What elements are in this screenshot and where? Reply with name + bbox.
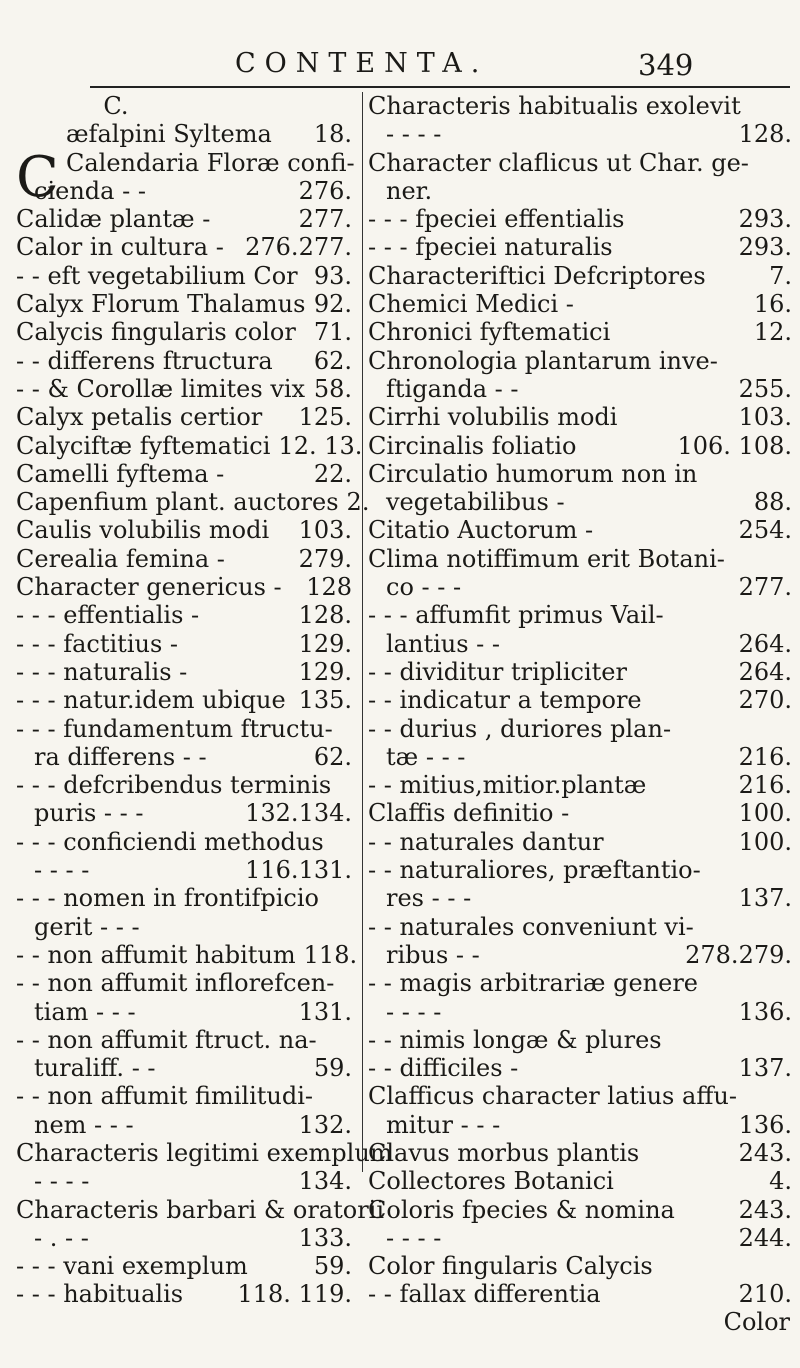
index-entry [368, 601, 792, 629]
section-letter: C. [103, 92, 129, 120]
entry-page-ref: 129. [298, 629, 352, 658]
entry-page-ref: 135. [298, 686, 352, 715]
entry-page-ref [784, 856, 792, 884]
entry-text: res - - - [386, 884, 472, 913]
index-entry [16, 205, 352, 233]
entry-page-ref: 103. [298, 516, 352, 545]
index-entry [16, 799, 352, 827]
entry-page-ref [784, 1026, 792, 1054]
entry-text: - - - - [34, 1167, 90, 1196]
index-entry [16, 488, 370, 517]
index-entry [16, 658, 352, 686]
entry-page-ref: 134. [298, 1167, 352, 1196]
index-entry [368, 403, 792, 431]
entry-text: - - mitius,mitior.plantæ [368, 771, 647, 800]
entry-text: - - - fpeciei effentialis [368, 205, 625, 234]
entry-text: - - - habitualis [16, 1280, 184, 1309]
index-entry [16, 403, 352, 431]
page-header [0, 48, 800, 88]
entry-text: - - non affumit fimilitudi- [16, 1082, 314, 1111]
index-entry [16, 233, 352, 261]
entry-text: Calidæ plantæ - [16, 205, 211, 234]
index-entry [16, 573, 352, 601]
index-entry [368, 799, 792, 827]
entry-page-ref: 277. [738, 573, 792, 602]
entry-text: - - non affumit habitum [16, 940, 296, 969]
entry-page-ref: 277. [298, 205, 352, 234]
entry-text: Character claflicus ut Char. ge- [368, 148, 749, 177]
left-index-list [16, 120, 393, 1309]
entry-text: Caulis volubilis modi [16, 516, 270, 545]
entry-page-ref [344, 828, 352, 856]
entry-page-ref: 100. [738, 827, 792, 856]
index-entry [368, 1054, 792, 1082]
entry-page-ref [344, 913, 352, 941]
entry-text: - - difficiles - [368, 1054, 519, 1083]
entry-page-ref: 132.134. [245, 799, 352, 828]
entry-page-ref: 128 [306, 573, 352, 602]
index-entry [16, 120, 352, 148]
index-entry [16, 1026, 352, 1054]
index-entry [16, 998, 352, 1026]
entry-text: æfalpini Syltema [66, 120, 272, 149]
entry-text: - - - conficiendi methodus [16, 827, 324, 856]
entry-text: - - - - [386, 1223, 442, 1252]
entry-text: - - - fpeciei naturalis [368, 233, 613, 262]
entry-page-ref: 133. [298, 1223, 352, 1252]
entry-text: Capenfium plant. auctores [16, 488, 339, 517]
right-index-list [368, 92, 792, 1309]
page-number: 349 [638, 48, 694, 82]
index-entry [16, 969, 352, 997]
entry-text: Clafficus character latius affu- [368, 1082, 737, 1111]
index-entry [368, 1026, 792, 1054]
entry-text: co - - - [386, 573, 462, 602]
entry-page-ref: 12. [753, 318, 792, 347]
entry-page-ref: 62. [313, 742, 352, 771]
entry-text: - - - affumfit primus Vail- [368, 601, 664, 630]
index-entry [16, 1138, 393, 1167]
entry-text: puris - - - [34, 799, 144, 828]
index-entry [368, 1167, 792, 1195]
index-entry [16, 1111, 352, 1139]
entry-text: Cirrhi volubilis modi [368, 403, 618, 432]
entry-page-ref [344, 771, 352, 799]
entry-page-ref: 137. [738, 884, 792, 913]
entry-text: tiam - - - [34, 997, 136, 1026]
entry-page-ref [344, 1082, 352, 1110]
entry-text: - - - vani exemplum [16, 1252, 248, 1281]
entry-page-ref: 59. [313, 1252, 352, 1281]
index-entry [368, 545, 792, 573]
entry-text: - - dividitur tripliciter [368, 657, 627, 686]
entry-text: Characteris barbari & oratorii [16, 1195, 385, 1224]
entry-text: Characteris legitimi exemplum [16, 1138, 393, 1167]
entry-text: - - - defcribendus terminis [16, 771, 332, 800]
entry-text: vegetabilibus - [386, 488, 565, 517]
index-entry [368, 941, 792, 969]
entry-page-ref: 125. [298, 403, 352, 432]
index-entry [368, 460, 792, 488]
entry-page-ref [784, 149, 792, 177]
entry-page-ref: 2. [346, 488, 370, 517]
index-entry [16, 1054, 352, 1082]
index-entry [368, 516, 792, 544]
entry-page-ref: 136. [738, 997, 792, 1026]
entry-text: - - naturaliores, præftantio- [368, 856, 701, 885]
entry-page-ref: 243. [738, 1195, 792, 1224]
entry-page-ref: 92. [313, 290, 352, 319]
entry-page-ref: 132. [298, 1110, 352, 1139]
entry-page-ref [344, 715, 352, 743]
entry-text: Claffis definitio - [368, 799, 570, 828]
index-entry [16, 431, 363, 460]
entry-text: - - - fundamentum ftructu- [16, 714, 333, 743]
entry-page-ref [784, 545, 792, 573]
left-column [16, 92, 393, 1309]
index-entry [16, 516, 352, 544]
drop-cap: C [16, 145, 59, 211]
entry-text: turaliff. - - [34, 1054, 156, 1083]
index-entry [16, 715, 352, 743]
index-entry [368, 375, 792, 403]
entry-text: - - fallax differentia [368, 1280, 601, 1309]
entry-text: Clavus morbus plantis [368, 1138, 640, 1167]
index-entry [368, 432, 792, 460]
entry-text: - - differens ftructura [16, 346, 273, 375]
entry-text: ribus - - [386, 940, 480, 969]
entry-page-ref [784, 913, 792, 941]
entry-text: - - - - [34, 856, 90, 885]
index-entry [368, 856, 792, 884]
entry-page-ref: 4. [769, 1167, 792, 1196]
entry-page-ref: 276. [298, 176, 352, 205]
index-entry [16, 884, 352, 912]
entry-text: - - - effentialis - [16, 601, 200, 630]
entry-page-ref [784, 347, 792, 375]
index-entry [368, 120, 792, 148]
index-entry [16, 743, 352, 771]
entry-page-ref: 22. [313, 459, 352, 488]
entry-text: Collectores Botanici [368, 1167, 614, 1196]
entry-text: lantius - - [386, 629, 501, 658]
index-entry [16, 630, 352, 658]
index-entry [368, 1139, 792, 1167]
entry-page-ref: 293. [738, 233, 792, 262]
entry-page-ref: 210. [738, 1280, 792, 1309]
entry-text: Cerealia femina - [16, 544, 225, 573]
entry-text: - - & Corollæ limites vix [16, 374, 306, 403]
entry-page-ref: 244. [738, 1223, 792, 1252]
entry-page-ref: 255. [738, 374, 792, 403]
entry-page-ref: 243. [738, 1138, 792, 1167]
entry-text: - - magis arbitrariæ genere [368, 969, 699, 998]
entry-text: - - - nomen in frontifpicio [16, 884, 319, 913]
entry-page-ref: 71. [313, 318, 352, 347]
index-entry [368, 92, 792, 120]
index-entry [16, 177, 352, 205]
entry-page-ref: 118. [303, 940, 358, 969]
entry-text: - - naturales dantur [368, 827, 604, 856]
index-entry [368, 658, 792, 686]
entry-text: - - eft vegetabilium Cor [16, 261, 298, 290]
entry-page-ref: 18. [313, 120, 352, 149]
index-entry [16, 771, 352, 799]
index-entry [368, 318, 792, 346]
index-entry [16, 1252, 352, 1280]
index-entry [16, 1082, 352, 1110]
entry-text: - - durius , duriores plan- [368, 714, 672, 743]
entry-text: - . - - [34, 1223, 89, 1252]
entry-text: - - non affumit ftruct. na- [16, 1025, 317, 1054]
entry-text: - - naturales conveniunt vi- [368, 912, 694, 941]
entry-page-ref [355, 149, 363, 177]
entry-text: Color fingularis Calycis [368, 1252, 653, 1281]
entry-text: - - indicatur a tempore [368, 686, 642, 715]
index-entry [16, 460, 352, 488]
entry-text: Camelli fyftema - [16, 459, 225, 488]
index-entry [368, 743, 792, 771]
index-entry [16, 940, 358, 969]
entry-text: Calor in cultura - [16, 233, 224, 262]
entry-page-ref [784, 460, 792, 488]
index-entry [368, 771, 792, 799]
entry-page-ref: 16. [753, 290, 792, 319]
right-column [368, 92, 792, 1337]
entry-page-ref [784, 92, 792, 120]
index-entry [16, 601, 352, 629]
index-entry [368, 715, 792, 743]
entry-page-ref: 276.277. [245, 233, 352, 262]
entry-page-ref [344, 969, 352, 997]
entry-page-ref: 100. [738, 799, 792, 828]
entry-text: Calyciftæ fyftematici [16, 431, 271, 460]
index-entry [368, 149, 792, 177]
entry-text: Calycis fingularis color [16, 318, 296, 347]
index-entry [368, 969, 792, 997]
index-entry [368, 205, 792, 233]
entry-page-ref: 264. [738, 657, 792, 686]
entry-page-ref: 12. 13. [278, 431, 363, 460]
index-entry [368, 1196, 792, 1224]
index-entry [16, 1224, 352, 1252]
entry-page-ref: 129. [298, 657, 352, 686]
index-entry [368, 262, 792, 290]
entry-page-ref: 116.131. [245, 856, 352, 885]
index-entry [368, 884, 792, 912]
entry-text: - - nimis longæ & plures [368, 1025, 662, 1054]
entry-text: Circinalis foliatio [368, 431, 577, 460]
entry-page-ref: 279. [298, 544, 352, 573]
entry-text: tæ - - - [386, 742, 466, 771]
entry-text: gerit - - - [34, 912, 140, 941]
entry-text: - - - natur.idem ubique [16, 686, 286, 715]
entry-text: - - non affumit inflorefcen- [16, 969, 335, 998]
entry-page-ref [344, 884, 352, 912]
index-entry [16, 347, 352, 375]
entry-page-ref: 136. [738, 1110, 792, 1139]
entry-page-ref: 254. [738, 516, 792, 545]
catchword: Color [723, 1308, 790, 1337]
index-entry [16, 290, 352, 318]
entry-text: Characteris habitualis exolevit [368, 92, 741, 120]
index-entry [368, 630, 792, 658]
index-entry [368, 1082, 792, 1110]
entry-page-ref [784, 1082, 792, 1110]
entry-page-ref: 270. [738, 686, 792, 715]
entry-text: Circulatio humorum non in [368, 459, 698, 488]
entry-page-ref: 293. [738, 205, 792, 234]
index-entry [16, 913, 352, 941]
index-entry [368, 347, 792, 375]
entry-text: - - - naturalis - [16, 657, 188, 686]
entry-page-ref [784, 969, 792, 997]
index-entry [368, 1280, 792, 1308]
entry-page-ref [344, 1026, 352, 1054]
index-entry [16, 856, 352, 884]
entry-page-ref: 278.279. [685, 940, 792, 969]
index-entry [16, 262, 352, 290]
index-entry [368, 1224, 792, 1252]
entry-text: Chronici fyftematici [368, 318, 611, 347]
entry-text: cienda - - [34, 176, 146, 205]
index-entry [368, 998, 792, 1026]
entry-page-ref: 62. [313, 346, 352, 375]
entry-text: - - - - [386, 997, 442, 1026]
index-entry [16, 545, 352, 573]
running-title: CONTENTA. [235, 48, 489, 79]
entry-page-ref: 88. [753, 488, 792, 517]
index-entry [16, 318, 352, 346]
index-entry [368, 233, 792, 261]
entry-text: nem - - - [34, 1110, 134, 1139]
entry-text: Citatio Auctorum - [368, 516, 594, 545]
index-entry [368, 488, 792, 516]
entry-page-ref [784, 601, 792, 629]
index-entry [368, 913, 792, 941]
index-entry [368, 686, 792, 714]
entry-text: Calyx Florum Thalamus [16, 290, 306, 319]
entry-page-ref: 93. [313, 261, 352, 290]
entry-page-ref: 264. [738, 629, 792, 658]
entry-text: Characteriftici Defcriptores [368, 261, 706, 290]
entry-text: Chemici Medici - [368, 290, 574, 319]
header-rule [90, 86, 790, 88]
entry-page-ref: 103. [738, 403, 792, 432]
entry-text: Chronologia plantarum inve- [368, 346, 718, 375]
index-entry [16, 1195, 385, 1224]
index-entry [368, 1111, 792, 1139]
entry-page-ref: 106. 108. [677, 431, 792, 460]
entry-page-ref: 128. [298, 601, 352, 630]
entry-page-ref: 118. 119. [237, 1280, 352, 1309]
entry-page-ref: 131. [298, 997, 352, 1026]
entry-text: Calendaria Floræ confi- [66, 148, 355, 177]
entry-text: ftiganda - - [386, 374, 519, 403]
entry-page-ref: 58. [313, 374, 352, 403]
column-divider [362, 92, 363, 1172]
entry-page-ref [784, 1252, 792, 1280]
entry-text: - - - factitius - [16, 629, 178, 658]
index-entry [368, 573, 792, 601]
index-entry [16, 375, 352, 403]
entry-page-ref: 137. [738, 1054, 792, 1083]
index-entry [16, 686, 352, 714]
entry-page-ref: 128. [738, 120, 792, 149]
index-entry [368, 1252, 792, 1280]
entry-text: ra differens - - [34, 742, 207, 771]
entry-text: mitur - - - [386, 1110, 501, 1139]
entry-text: ner. [386, 176, 433, 205]
index-entry [368, 828, 792, 856]
index-entry [16, 828, 352, 856]
entry-page-ref [784, 177, 792, 205]
index-entry [16, 1280, 352, 1308]
entry-page-ref: 7. [769, 261, 792, 290]
entry-text: Coloris fpecies & nomina [368, 1195, 675, 1224]
entry-page-ref [784, 715, 792, 743]
entry-page-ref: 59. [313, 1054, 352, 1083]
index-entry [16, 148, 355, 177]
entry-page-ref: 216. [738, 742, 792, 771]
entry-text: Clima notiffimum erit Botani- [368, 544, 725, 573]
index-entry [368, 290, 792, 318]
entry-page-ref: 216. [738, 771, 792, 800]
index-entry [368, 177, 792, 205]
entry-text: - - - - [386, 120, 442, 149]
entry-text: Calyx petalis certior [16, 403, 263, 432]
entry-text: Character genericus - [16, 573, 282, 602]
index-entry [16, 1167, 352, 1195]
